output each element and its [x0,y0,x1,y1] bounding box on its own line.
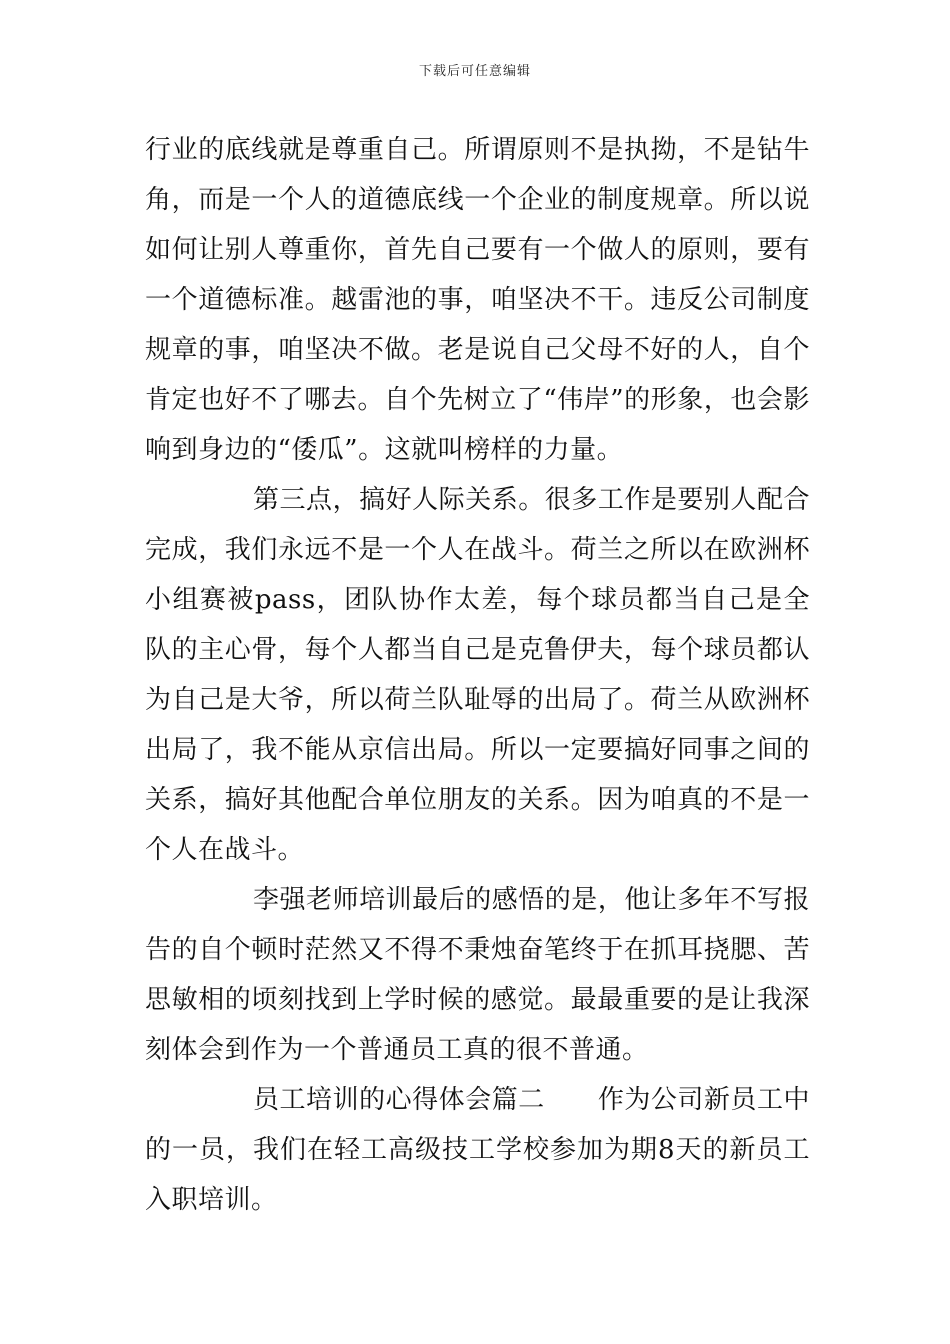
document-body [145,125,810,1225]
paragraph-2: 第三点，搞好人际关系。很多工作是要别人配合完成，我们永远不是一个人在战斗。荷兰之所以在欧洲杯小组赛被pass，团队协作太差，每个球员都当自己是全队的主心骨，每个人都当自己是克鲁伊夫，每个球员都认为自己是大爷，所以荷兰队耻辱的出局了。荷兰从欧洲杯出局了，我不能从京信出局。所以一定要搞好同事之间的关系，搞好其他配合单位朋友的关系。因为咱真的不是一个人在战斗。 [145,485,810,865]
paragraph-3: 李强老师培训最后的感悟的是，他让多年不写报告的自个顿时茫然又不得不秉烛奋笔终于在抓耳挠腮、苦思敏相的顷刻找到上学时候的感觉。最最重要的是让我深刻体会到作为一个普通员工真的很不普通。 [145,885,810,1065]
page-header: 下载后可任意编辑 [418,64,531,79]
paragraph-1: 行业的底线就是尊重自己。所谓原则不是执拗，不是钻牛角，而是一个人的道德底线一个企业的制度规章。所以说如何让别人尊重你，首先自己要有一个做人的原则，要有一个道德标准。越雷池的事，咱坚决不干。违反公司制度规章的事，咱坚决不做。老是说自己父母不好的人，自个肯定也好不了哪去。自个先树立了“伟岸”的形象，也会影响到身边的“倭瓜”。这就叫榜样的力量。 [145,135,810,465]
paragraph-4: 员工培训的心得体会篇二 作为公司新员工中的一员，我们在轻工高级技工学校参加为期8天的新员工入职培训。 [145,1085,810,1215]
